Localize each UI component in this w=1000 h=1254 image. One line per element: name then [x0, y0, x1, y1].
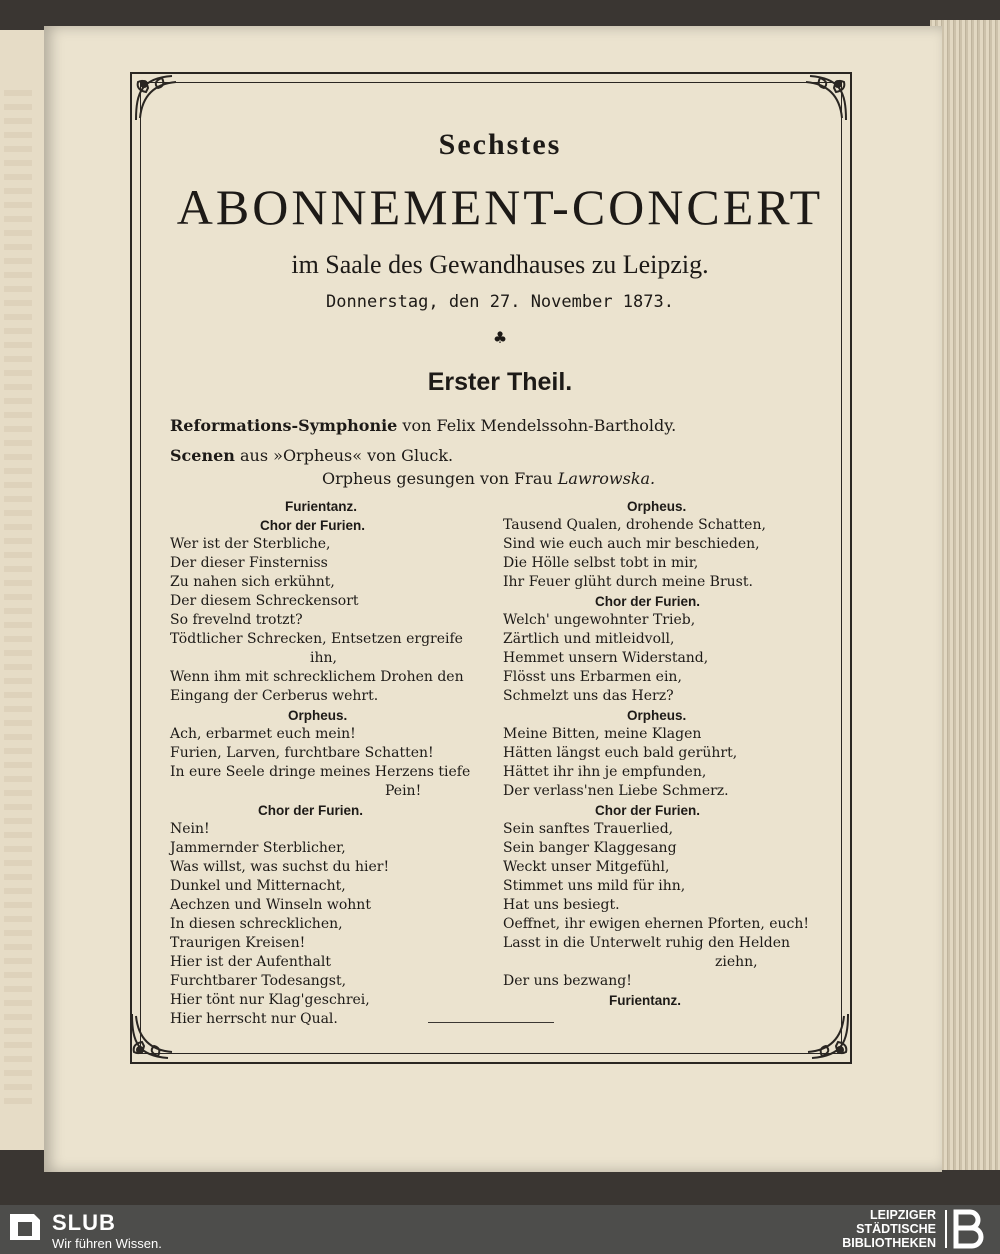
libretto-right-column	[503, 497, 823, 1010]
libretto-line: Aechzen und Winseln wohnt	[170, 897, 371, 913]
libretto-line: So frevelnd trotzt?	[170, 612, 303, 628]
libretto-line: Flösst uns Erbarmen ein,	[503, 669, 682, 685]
libretto-line: Schmelzt uns das Herz?	[503, 688, 674, 704]
libretto-line: Sind wie euch auch mir beschieden,	[503, 536, 760, 552]
soloist-prefix: Orpheus gesungen von Frau	[322, 469, 558, 488]
libretto-left-column	[170, 497, 490, 1029]
libretto-line: Weckt unser Mitgefühl,	[503, 859, 670, 875]
libretto-line: Dunkel und Mitternacht,	[170, 878, 346, 894]
libretto-line: Oeffnet, ihr ewigen ehernen Pforten, euch!	[503, 916, 810, 932]
partner-line: BIBLIOTHEKEN	[842, 1236, 936, 1250]
libretto-line: Sein sanftes Trauerlied,	[503, 821, 674, 837]
libretto-line: Der uns bezwang!	[503, 973, 632, 989]
libretto-line: Hätten längst euch bald gerührt,	[503, 745, 738, 761]
concert-date: Donnerstag, den 27. November 1873.	[326, 292, 674, 312]
libretto-line: Traurigen Kreisen!	[170, 935, 306, 951]
slub-logo-icon	[8, 1210, 42, 1244]
libretto-line: Jammernder Sterblicher,	[170, 840, 346, 856]
libretto-line: Wenn ihm mit schrecklichem Drohen den	[170, 669, 464, 685]
speaker-heading: Chor der Furien.	[595, 594, 701, 609]
slub-brand: SLUB	[52, 1210, 116, 1235]
libretto-line: Der verlass'nen Liebe Schmerz.	[503, 783, 729, 799]
work-title: Reformations-Symphonie	[170, 416, 398, 435]
libretto-line: Was willst, was suchst du hier!	[170, 859, 390, 875]
speaker-heading: Chor der Furien.	[595, 803, 701, 818]
soloist-note	[322, 469, 655, 488]
speaker-heading: Orpheus.	[627, 499, 687, 514]
libretto-line: Der diesem Schreckensort	[170, 593, 359, 609]
libretto-line: Sein banger Klaggesang	[503, 840, 677, 856]
libretto-line: Ihr Feuer glüht durch meine Brust.	[503, 574, 753, 590]
libretto-line: Eingang der Cerberus wehrt.	[170, 688, 379, 704]
speaker-heading: Orpheus.	[288, 708, 348, 723]
work-composer: aus »Orpheus« von Gluck.	[234, 446, 454, 465]
libretto-line: Hier tönt nur Klag'geschrei,	[170, 992, 370, 1008]
speaker-heading: Chor der Furien.	[260, 518, 366, 533]
concert-number: Sechstes	[438, 128, 562, 161]
club-divider-icon: ♣	[492, 328, 508, 347]
libretto-line: Zu nahen sich erkühnt,	[170, 574, 335, 590]
libretto-line: In eure Seele dringe meines Herzens tiefe	[170, 764, 471, 780]
libretto-line: Meine Bitten, meine Klagen	[503, 726, 702, 742]
libretto-line: In diesen schrecklichen,	[170, 916, 343, 932]
libretto-line: Hier ist der Aufenthalt	[170, 954, 331, 970]
soloist-name: Lawrowska.	[557, 469, 656, 488]
libretto-line: Wer ist der Sterbliche,	[170, 536, 331, 552]
libretto-line: ihn,	[310, 650, 337, 666]
corner-ornament-icon	[132, 72, 184, 124]
libretto-line: Hat uns besiegt.	[503, 897, 620, 913]
libretto-line: Tausend Qualen, drohende Schatten,	[503, 517, 766, 533]
libretto-line: Hemmet unsern Widerstand,	[503, 650, 709, 666]
libretto-line: Pein!	[385, 783, 422, 799]
corner-ornament-icon	[798, 72, 850, 124]
slub-tagline: Wir führen Wissen.	[52, 1236, 162, 1251]
speaker-heading: Furientanz.	[609, 993, 682, 1008]
libretto-line: Zärtlich und mitleidvoll,	[503, 631, 675, 647]
speaker-heading: Furientanz.	[285, 499, 358, 514]
libretto-line: Stimmet uns mild für ihn,	[503, 878, 686, 894]
libretto-line: Furchtbarer Todesangst,	[170, 973, 347, 989]
libretto-line: Ach, erbarmet euch mein!	[170, 726, 356, 742]
closing-rule	[428, 1022, 554, 1023]
libretto-line: Lasst in die Unterwelt ruhig den Helden	[503, 935, 791, 951]
work-reformation-symphony	[170, 416, 676, 435]
work-composer: von Felix Mendelssohn-Bartholdy.	[397, 416, 677, 435]
libretto-line: Furien, Larven, furchtbare Schatten!	[170, 745, 434, 761]
speaker-heading: Orpheus.	[627, 708, 687, 723]
work-orpheus-scenes	[170, 446, 453, 465]
work-title: Scenen	[170, 446, 235, 465]
section-title: Erster Theil.	[427, 368, 573, 396]
partner-line: LEIPZIGER	[870, 1208, 936, 1222]
partner-line: STÄDTISCHE	[856, 1222, 936, 1236]
libretto-line: Hättet ihr ihn je empfunden,	[503, 764, 707, 780]
libretto-line: Tödtlicher Schrecken, Entsetzen ergreife	[170, 631, 463, 647]
libretto-line: Der dieser Finsterniss	[170, 555, 328, 571]
libretto-line: Welch' ungewohnter Trieb,	[503, 612, 696, 628]
library-logo-icon	[944, 1208, 990, 1250]
corner-ornament-icon	[800, 1010, 852, 1062]
concert-venue: im Saale des Gewandhauses zu Leipzig.	[291, 250, 709, 279]
left-page-ornament	[4, 90, 32, 1110]
concert-title: ABONNEMENT-CONCERT	[176, 179, 824, 235]
partner-name	[756, 1208, 936, 1250]
libretto-line: ziehn,	[715, 954, 758, 970]
libretto-line: Die Hölle selbst tobt in mir,	[503, 555, 699, 571]
libretto-line: Hier herrscht nur Qual.	[170, 1011, 338, 1027]
libretto-line: Nein!	[170, 821, 210, 837]
speaker-heading: Chor der Furien.	[258, 803, 364, 818]
